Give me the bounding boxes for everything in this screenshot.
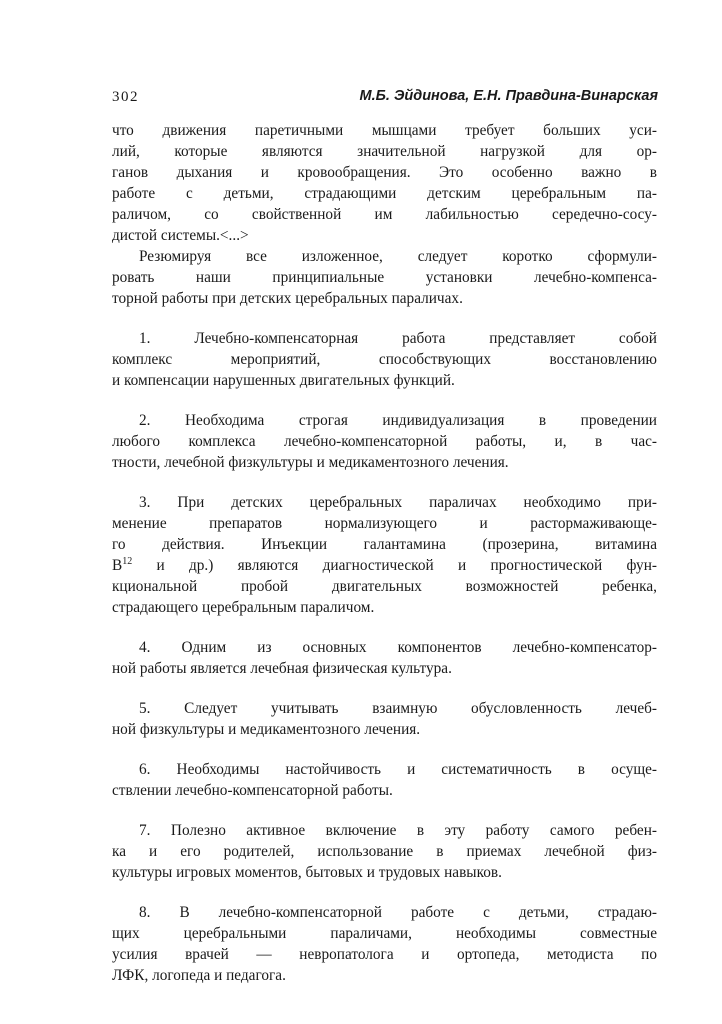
- summary-paragraph: [112, 246, 657, 309]
- list-item-4: [112, 637, 657, 679]
- body-text: [112, 120, 657, 986]
- text-line: что движения паретичными мышцами требует больших уси-: [112, 122, 657, 139]
- text-line: 6. Необходимы настойчивость и систематичность в осуще-: [139, 761, 657, 778]
- text-line: тности, лечебной физкультуры и медикаментозного лечения.: [112, 454, 509, 471]
- text-line: [112, 555, 657, 576]
- text-line: 4. Одним из основных компонентов лечебно-компенсатор-: [139, 639, 657, 656]
- text-line: дистой системы.<...>: [112, 227, 249, 244]
- text-line: ЛФК, логопеда и педагога.: [112, 967, 286, 984]
- page-number: 302: [112, 89, 139, 105]
- vitamin-subscript: 12: [122, 556, 133, 567]
- list-item-8: [112, 902, 657, 986]
- text-line: культуры игровых моментов, бытовых и трудовых навыков.: [112, 864, 502, 881]
- text-line: ровать наши принципиальные установки лечебно-компенса-: [112, 269, 657, 286]
- vitamin-rest: и др.) являются диагностической и прогностической фун-: [132, 557, 657, 574]
- text-line: и компенсации нарушенных двигательных функций.: [112, 372, 455, 389]
- intro-paragraph: [112, 120, 657, 246]
- list-item-2: [112, 410, 657, 473]
- text-line: 8. В лечебно-компенсаторной работе с детьми, страдаю-: [139, 904, 657, 921]
- text-line: 1. Лечебно-компенсаторная работа представляет собой: [139, 330, 657, 347]
- text-line: ганов дыхания и кровообращения. Это особенно важно в: [112, 164, 657, 181]
- list-item-6: [112, 759, 657, 801]
- text-line: 3. При детских церебральных параличах необходимо при-: [139, 494, 657, 511]
- list-item-3: [112, 492, 657, 618]
- text-line: 2. Необходима строгая индивидуализация в проведении: [139, 412, 657, 429]
- text-line: усилия врачей — невропатолога и ортопеда, методиста по: [112, 946, 657, 963]
- text-line: торной работы при детских церебральных параличах.: [112, 290, 463, 307]
- text-line: Резюмируя все изложенное, следует коротко сформули-: [139, 248, 657, 265]
- text-line: щих церебральными параличами, необходимы совместные: [112, 925, 657, 942]
- text-line: ной физкультуры и медикаментозного лечения.: [112, 721, 421, 738]
- text-line: менение препаратов нормализующего и растормаживающе-: [112, 515, 657, 532]
- text-line: 5. Следует учитывать взаимную обусловленность лечеб-: [139, 700, 657, 717]
- list-item-5: [112, 698, 657, 740]
- text-line: кциональной пробой двигательных возможностей ребенка,: [112, 578, 657, 595]
- text-line: страдающего церебральным параличом.: [112, 599, 375, 616]
- text-line: ка и его родителей, использование в приемах лечебной физ-: [112, 843, 657, 860]
- text-line: лий, которые являются значительной нагрузкой для ор-: [112, 143, 657, 160]
- text-line: комплекс мероприятий, способствующих восстановлению: [112, 351, 657, 368]
- vitamin-letter: В: [112, 557, 123, 574]
- text-line: 7. Полезно активное включение в эту работу самого ребен-: [139, 822, 657, 839]
- text-line: любого комплекса лечебно-компенсаторной работы, и, в час-: [112, 433, 657, 450]
- text-line: работе с детьми, страдающими детским церебральным па-: [112, 185, 657, 202]
- text-line: раличом, со свойственной им лабильностью середечно-сосу-: [112, 206, 657, 223]
- text-line: го действия. Инъекции галантамина (прозерина, витамина: [112, 536, 657, 553]
- text-line: ствлении лечебно-компенсаторной работы.: [112, 782, 393, 799]
- text-line: ной работы является лечебная физическая культура.: [112, 660, 452, 677]
- running-head-authors: М.Б. Эйдинова, Е.Н. Правдина-Винарская: [359, 88, 658, 104]
- list-item-1: [112, 328, 657, 391]
- list-item-7: [112, 820, 657, 883]
